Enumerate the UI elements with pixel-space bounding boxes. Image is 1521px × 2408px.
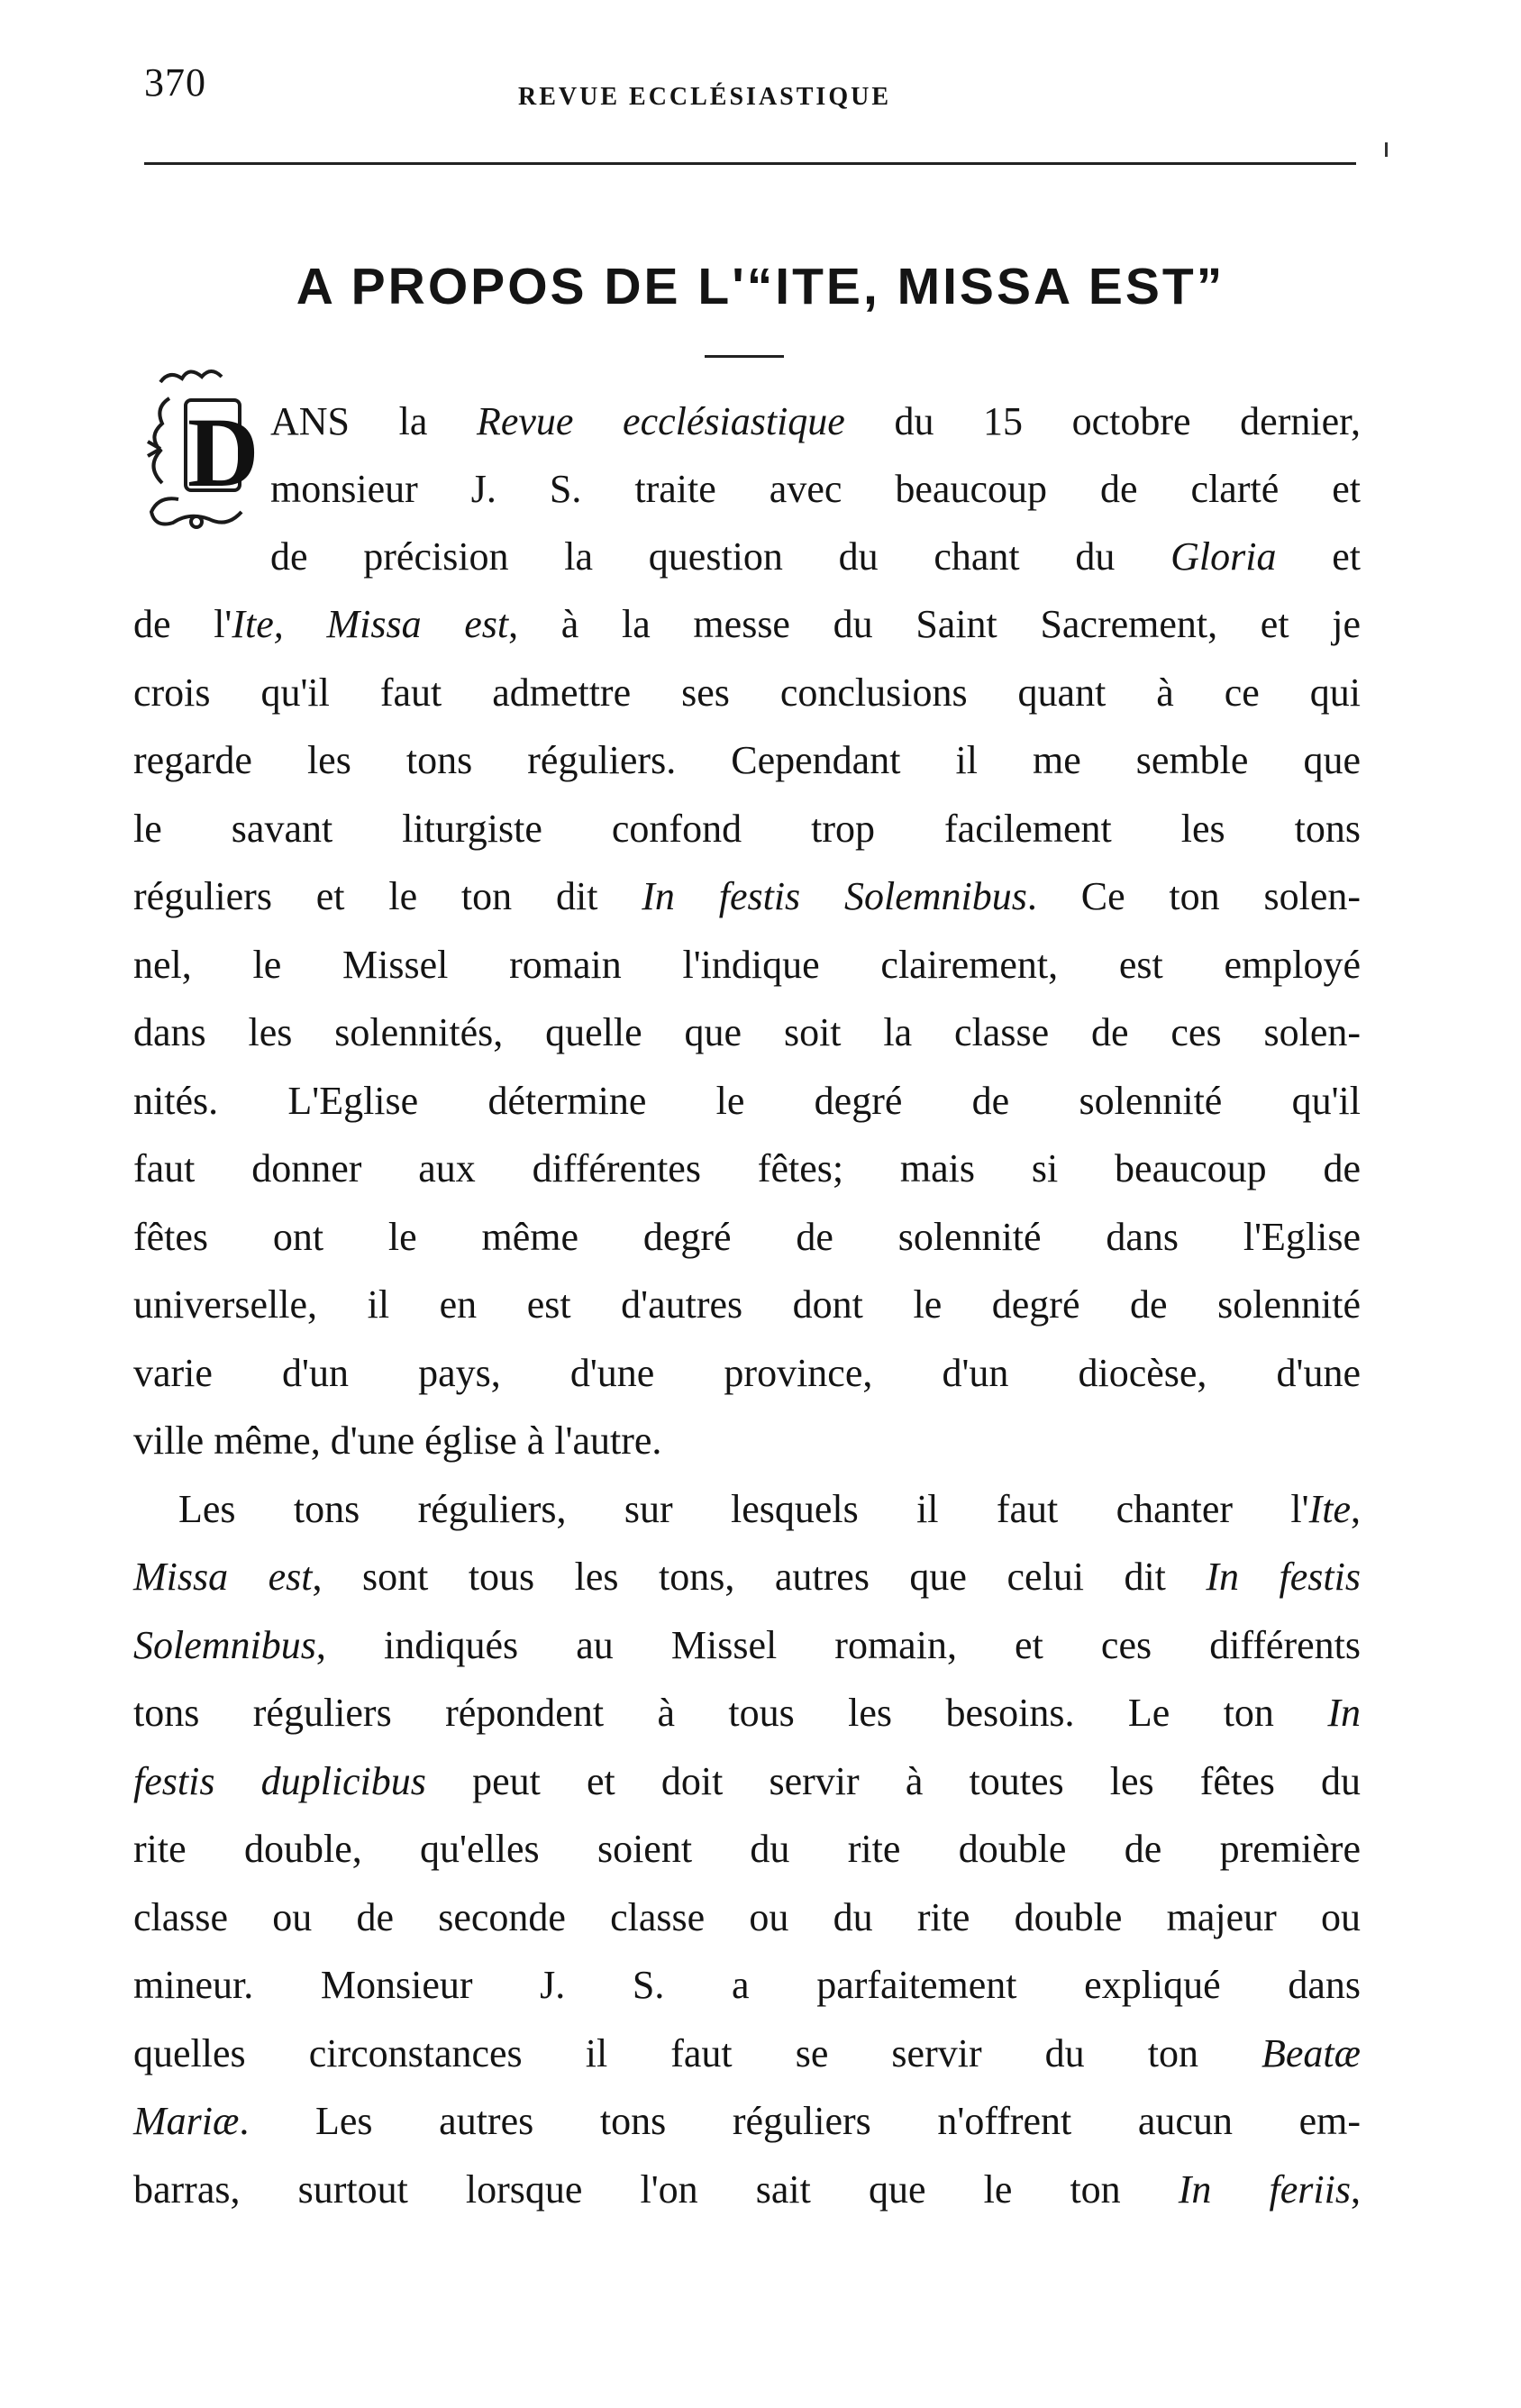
paragraph-1 bbox=[133, 590, 1361, 1475]
text-line: de l'Ite, Missa est, à la messe du Saint Sacrement, et je bbox=[133, 602, 1361, 646]
text-line: universelle, il en est d'autres dont le degré de solennité bbox=[133, 1282, 1361, 1327]
text-line: Les tons réguliers, sur lesquels il faut chanter l'Ite, bbox=[178, 1486, 1361, 1531]
text-line: le savant liturgiste confond trop facilement les tons bbox=[133, 806, 1361, 851]
text-line: Missa est, sont tous les tons, autres que celui dit In festis bbox=[133, 1555, 1362, 1599]
running-head: REVUE ECCLÉSIASTIQUE bbox=[518, 83, 891, 111]
text-line: festis duplicibus peut et doit servir à toutes les fêtes du bbox=[133, 1758, 1361, 1803]
text-line: classe ou de seconde classe ou du rite double majeur ou bbox=[133, 1894, 1361, 1939]
page-number: 370 bbox=[144, 60, 206, 105]
text-line: crois qu'il faut admettre ses conclusions quant à ce qui bbox=[133, 670, 1361, 715]
text-line: faut donner aux différentes fêtes; mais si beaucoup de bbox=[133, 1146, 1361, 1190]
text-line: tons réguliers répondent à tous les besoins. Le ton In bbox=[133, 1691, 1361, 1735]
text-line: ANS la Revue ecclésiastique du 15 octobre dernier, bbox=[270, 399, 1361, 443]
text-line: varie d'un pays, d'une province, d'un diocèse, d'une bbox=[133, 1350, 1361, 1395]
text-line: Solemnibus, indiqués au Missel romain, et ces différents bbox=[133, 1622, 1361, 1667]
text-line: rite double, qu'elles soient du rite double de première bbox=[133, 1827, 1361, 1871]
drop-cap-letter: D bbox=[187, 397, 260, 507]
opening-lines bbox=[270, 388, 1361, 590]
ornamental-drop-cap bbox=[133, 364, 278, 544]
text-line: ville même, d'une église à l'autre. bbox=[133, 1418, 662, 1463]
text-line: fêtes ont le même degré de solennité dans l'Eglise bbox=[133, 1214, 1361, 1259]
rule-tick-mark bbox=[1385, 142, 1388, 157]
text-line: nités. L'Eglise détermine le degré de solennité qu'il bbox=[133, 1078, 1361, 1123]
article-title: A PROPOS DE L'“ITE, MISSA EST” bbox=[296, 258, 1225, 315]
title-rule bbox=[705, 355, 784, 358]
text-line: mineur. Monsieur J. S. a parfaitement expliqué dans bbox=[133, 1963, 1361, 2007]
text-line: monsieur J. S. traite avec beaucoup de clarté et bbox=[270, 467, 1361, 511]
text-line: nel, le Missel romain l'indique clairement, est employé bbox=[133, 942, 1361, 987]
paragraph-2 bbox=[133, 1475, 1361, 2224]
text-line: de précision la question du chant du Gloria et bbox=[270, 534, 1361, 579]
text-line: quelles circonstances il faut se servir du ton Beatæ bbox=[133, 2030, 1361, 2075]
article-body bbox=[133, 590, 1361, 2223]
text-line: réguliers et le ton dit In festis Solemnibus. Ce ton solen- bbox=[133, 874, 1361, 918]
text-line: regarde les tons réguliers. Cependant il me semble que bbox=[133, 738, 1361, 782]
text-line: dans les solennités, quelle que soit la classe de ces solen- bbox=[133, 1010, 1361, 1054]
text-line: Mariæ. Les autres tons réguliers n'offrent aucun em- bbox=[133, 2099, 1361, 2143]
header-rule bbox=[144, 162, 1356, 165]
text-line: barras, surtout lorsque l'on sait que le ton In feriis, bbox=[133, 2166, 1361, 2212]
